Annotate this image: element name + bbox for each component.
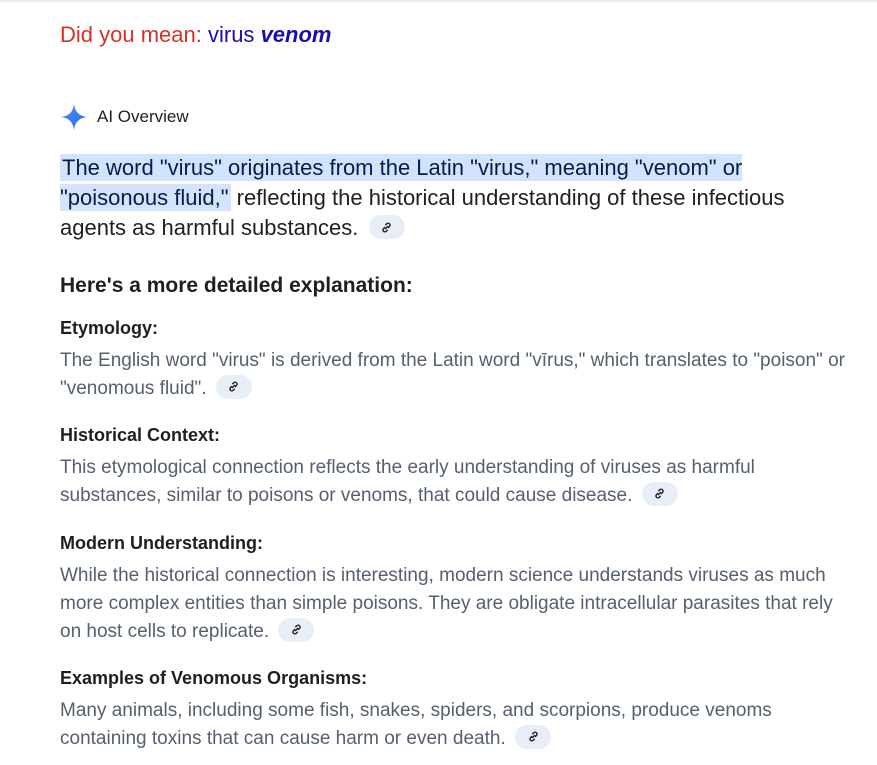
citation-link-button[interactable] bbox=[216, 375, 252, 399]
section-body bbox=[60, 562, 850, 646]
section-etymology bbox=[60, 316, 850, 403]
ai-overview-title: AI Overview bbox=[97, 107, 189, 126]
section-examples-venomous-organisms bbox=[60, 666, 850, 753]
link-icon bbox=[290, 623, 303, 636]
citation-link-button[interactable] bbox=[642, 482, 678, 506]
did-you-mean-suggestion[interactable] bbox=[208, 22, 332, 47]
did-you-mean bbox=[60, 21, 331, 49]
section-body bbox=[60, 697, 850, 753]
section-title: Etymology: bbox=[60, 318, 159, 338]
link-icon bbox=[527, 730, 540, 743]
section-title: Modern Understanding: bbox=[60, 533, 263, 553]
detail-heading: Here's a more detailed explanation: bbox=[60, 274, 413, 297]
section-text: This etymological connection reflects the early understanding of viruses as harmful substances, similar to poisons or venoms, that could cause disease. bbox=[60, 457, 755, 506]
link-icon bbox=[653, 487, 666, 500]
link-icon bbox=[227, 380, 240, 393]
citation-link-button[interactable] bbox=[515, 725, 551, 749]
section-text: Many animals, including some fish, snakes, spiders, and scorpions, produce venoms containing toxins that can cause harm or even death. bbox=[60, 700, 772, 749]
suggestion-correction[interactable]: venom bbox=[260, 22, 332, 47]
summary-text: reflecting the historical understanding of these infectious agents as harmful substances. bbox=[60, 185, 785, 240]
section-text: While the historical connection is interesting, modern science understands viruses as much more complex entities than simple poisons. They are obligate intracellular parasites that rely on host cells to replicate. bbox=[60, 565, 833, 642]
section-body bbox=[60, 347, 850, 403]
did-you-mean-label: Did you mean: bbox=[60, 22, 202, 47]
top-divider bbox=[0, 0, 877, 3]
section-title: Historical Context: bbox=[60, 425, 221, 445]
suggestion-original-word[interactable]: virus bbox=[207, 22, 255, 47]
summary-highlighted-text: The word "virus" originates from the Latin "virus," meaning "venom" or "poisonous fluid," bbox=[60, 155, 743, 210]
section-title: Examples of Venomous Organisms: bbox=[60, 668, 368, 688]
ai-overview-header bbox=[60, 103, 189, 131]
citation-link-button[interactable] bbox=[369, 215, 405, 239]
section-modern-understanding bbox=[60, 531, 850, 646]
citation-link-button[interactable] bbox=[278, 618, 314, 642]
section-text: The English word "virus" is derived from the Latin word "vīrus," which translates to "poison" or "venomous fluid". bbox=[60, 350, 845, 399]
sparkle-icon bbox=[60, 103, 88, 131]
link-icon bbox=[380, 221, 393, 234]
section-historical-context bbox=[60, 423, 850, 510]
section-body bbox=[60, 454, 850, 510]
ai-overview-summary bbox=[60, 153, 840, 243]
